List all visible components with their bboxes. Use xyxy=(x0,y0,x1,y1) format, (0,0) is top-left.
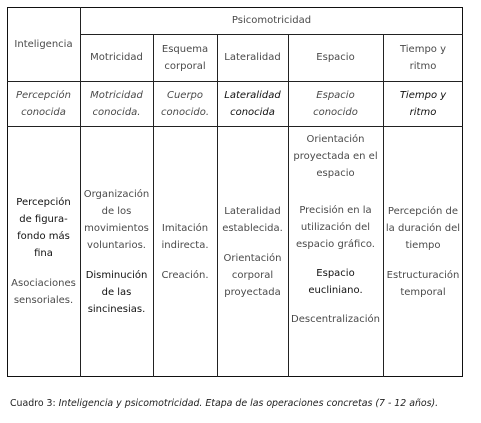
row1-lateralidad xyxy=(217,81,288,126)
row1-tiempo xyxy=(383,81,463,126)
row2-esquema-item-1: Imitación indirecta. xyxy=(161,222,209,251)
header-psicomotricidad xyxy=(80,7,463,34)
row1-lateralidad-text: Lateralidad conocida xyxy=(224,89,281,118)
row2-lateralidad-item-2: Orientación corporal proyectada xyxy=(223,252,282,298)
row2-espacio-item-4: Descentralización xyxy=(291,314,380,325)
row1-motricidad xyxy=(80,81,153,126)
row2-motricidad-item-2: Disminución de las sincinesias. xyxy=(85,269,148,315)
header-inteligencia xyxy=(7,7,80,81)
row1-esquema-text: Cuerpo conocido. xyxy=(161,89,209,118)
header-tiempo-ritmo xyxy=(383,34,463,81)
row2-inteligencia-item-2: Asociaciones sensoriales. xyxy=(11,278,76,306)
row2-inteligencia-item-1: Percepción de figura-fondo más fina xyxy=(16,197,71,259)
row1-espacio xyxy=(288,81,383,126)
header-motricidad-label: Motricidad xyxy=(90,52,143,63)
row1-inteligencia-text: Percepción conocida xyxy=(15,89,72,118)
row2-espacio xyxy=(288,126,383,377)
row1-tiempo-text: Tiempo y ritmo xyxy=(399,89,447,118)
row2-tiempo-item-2: Estructuración temporal xyxy=(386,269,460,298)
header-motricidad xyxy=(80,34,153,81)
header-esquema-corporal-label: Esquema corporal xyxy=(161,43,209,72)
header-inteligencia-label: Inteligencia xyxy=(14,38,73,50)
row1-esquema xyxy=(153,81,217,126)
header-espacio xyxy=(288,34,383,81)
row2-tiempo-item-1: Percepción de la duración del tiempo xyxy=(385,205,461,251)
header-tiempo-ritmo-label: Tiempo y ritmo xyxy=(399,43,447,72)
row2-inteligencia xyxy=(7,126,80,377)
header-esquema-corporal xyxy=(153,34,217,81)
row2-motricidad xyxy=(80,126,153,377)
header-espacio-label: Espacio xyxy=(316,52,355,63)
row1-espacio-text: Espacio conocido xyxy=(313,89,358,118)
table-caption xyxy=(10,398,438,409)
row2-lateralidad xyxy=(217,126,288,377)
header-lateralidad-label: Lateralidad xyxy=(224,52,281,63)
row2-espacio-item-2: Precisión en la utilización del espacio gráfico. xyxy=(296,205,375,250)
row1-motricidad-text: Motricidad conocida. xyxy=(90,89,143,118)
row2-espacio-item-3: Espacio eucliniano. xyxy=(308,268,363,296)
caption-prefix: Cuadro 3: xyxy=(10,398,59,409)
row2-esquema-item-2: Creación. xyxy=(161,269,209,281)
caption-title: Inteligencia y psicomotricidad. Etapa de las operaciones concretas (7 - 12 años). xyxy=(58,398,439,409)
row1-inteligencia xyxy=(7,81,80,126)
row2-esquema xyxy=(153,126,217,377)
row2-espacio-item-1: Orientación proyectada en el espacio xyxy=(293,134,378,179)
header-lateralidad xyxy=(217,34,288,81)
row2-tiempo xyxy=(383,126,463,377)
header-psicomotricidad-label: Psicomotricidad xyxy=(231,15,312,26)
row2-motricidad-item-1: Organización de los movimientos voluntarios. xyxy=(83,188,150,251)
row2-lateralidad-item-1: Lateralidad establecida. xyxy=(222,205,283,234)
